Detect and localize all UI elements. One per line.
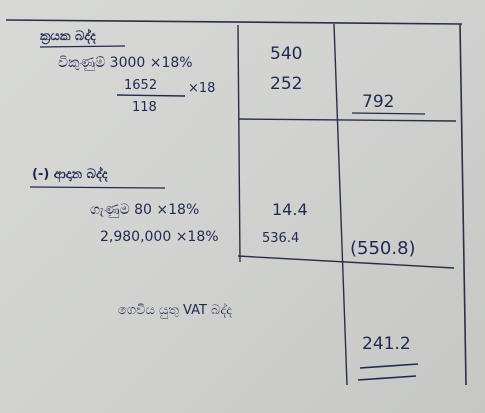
section-1-line-1: විකුණුම් 3000 ×18% — [58, 55, 193, 71]
section-2-heading: (-) ආදාන බද්ද — [32, 167, 108, 182]
fraction-numerator: 1652 — [124, 78, 158, 93]
section-3-total: 241.2 — [362, 334, 411, 354]
heading-2-underline — [30, 187, 165, 188]
section-1-rule — [238, 119, 456, 121]
section-2-line-2: 2,980,000 ×18% — [100, 229, 219, 245]
section-3-heading: ගෙවිය යුතු VAT බද්ද — [118, 303, 232, 318]
section-1-total: 792 — [362, 92, 395, 112]
fraction-multiplier: ×18 — [188, 81, 216, 96]
column-divider-1 — [238, 25, 240, 262]
right-border-line — [460, 24, 466, 385]
column-divider-2 — [334, 24, 347, 385]
final-underline-2 — [358, 376, 416, 380]
section-2-amount-1: 14.4 — [272, 200, 308, 219]
section-2-rule — [238, 256, 454, 268]
section-2-amount-2: 536.4 — [262, 231, 300, 246]
section-2-line-1: ගැණුම 80 ×18% — [90, 202, 200, 218]
heading-1-underline — [40, 46, 125, 47]
fraction-denominator: 118 — [132, 100, 157, 115]
section-1-amount-1: 540 — [270, 44, 303, 64]
section-1-heading: ක්‍රයක බද්ද — [40, 29, 96, 44]
fraction-bar — [117, 95, 185, 96]
section-2-total: (550.8) — [350, 238, 416, 259]
top-border-line — [6, 20, 462, 24]
total-1-underline — [352, 113, 425, 114]
section-1-amount-2: 252 — [270, 74, 303, 94]
final-underline-1 — [360, 364, 418, 368]
